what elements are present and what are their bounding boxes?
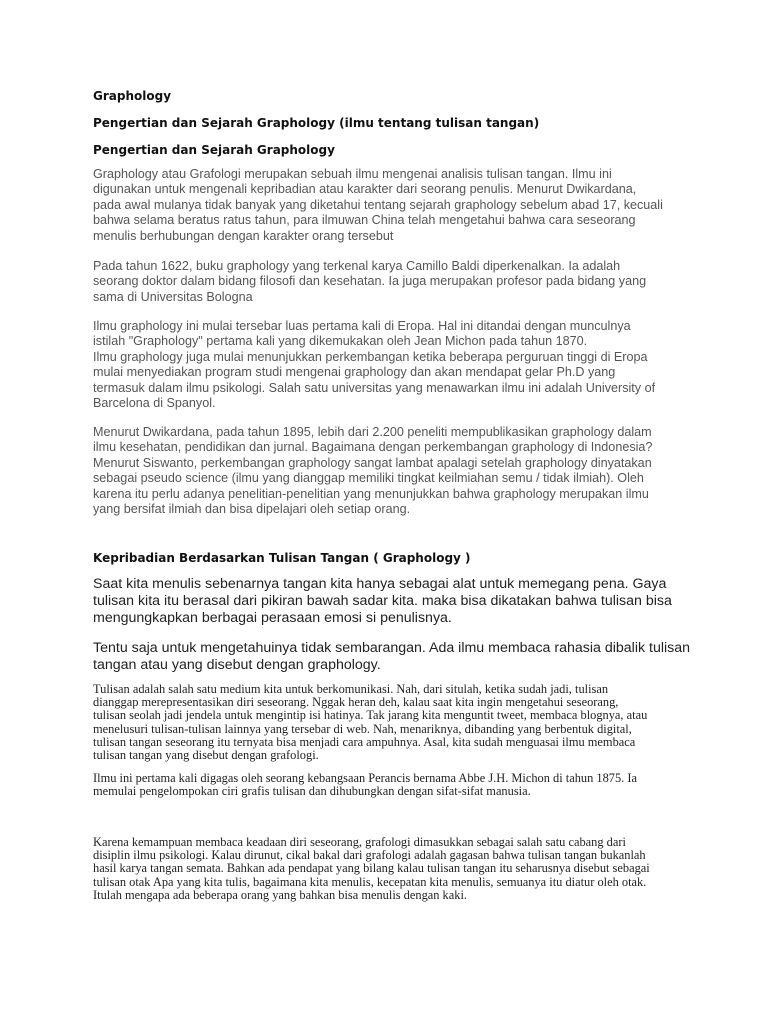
- text-line: Menurut Dwikardana, pada tahun 1895, lebih dari 2.200 peneliti mempublikasikan graphology dalam: [93, 425, 652, 439]
- text-line: Pada tahun 1622, buku graphology yang terkenal karya Camillo Baldi diperkenalkan. Ia adalah: [93, 259, 621, 273]
- text-line: Ilmu graphology juga mulai menunjukkan perkembangan ketika beberapa perguruan tinggi di Eropa: [93, 349, 648, 364]
- text-line: karena itu perlu adanya penelitian-penelitian yang menunjukkan bahwa graphology merupakan ilmu: [93, 486, 649, 501]
- text-line: Graphology atau Grafologi merupakan sebuah ilmu mengenai analisis tulisan tangan. Ilmu ini: [93, 167, 612, 181]
- heading-pengertian-sejarah-full: Pengertian dan Sejarah Graphology (ilmu tentang tulisan tangan): [93, 116, 540, 130]
- paragraph-michon: [93, 772, 673, 798]
- text-line: sama di Universitas Bologna: [93, 289, 253, 304]
- text-line: mulai menyediakan program studi mengenai graphology dan akan mendapat gelar Ph.D yang: [93, 365, 616, 380]
- text-line: seorang doktor dalam bidang filosofi dan kesehatan. Ia juga merupakan profesor pada bidang yang: [93, 274, 647, 289]
- text-line: memulai pengelompokan ciri grafis tulisan dan dihubungkan dengan sifat-sifat manusia.: [93, 784, 531, 799]
- text-line: Barcelona di Spanyol.: [93, 396, 216, 411]
- text-line: hasil karya tangan semata. Bahkan ada pendapat yang bilang kalau tulisan tangan itu seharusnya disebut sebagai: [93, 861, 650, 876]
- text-line: Tentu saja untuk mengetahuinya tidak sembarangan. Ada ilmu membaca rahasia dibalik tulisan: [93, 640, 691, 656]
- text-line: tulisan tangan seseorang itu ternyata bisa menjadi cara ampuhnya. Asal, kita sudah menguasai ilmu membaca: [93, 734, 636, 749]
- paragraph-tulisan-medium: [93, 683, 673, 762]
- text-line: istilah "Graphology" pertama kali yang dikemukakan oleh Jean Michon pada tahun 1870.: [93, 334, 588, 349]
- paragraph-indonesia: [93, 425, 673, 517]
- text-line: pada awal mulanya tidak banyak yang diketahui tentang sejarah graphology sebelum abad 17, kecuali: [93, 197, 663, 212]
- paragraph-camillo-baldi: [93, 259, 673, 305]
- text-line: tulisan tangan yang disebut dengan grafologi.: [93, 748, 319, 763]
- text-line: tulisan otak Apa yang kita tulis, bagaimana kita menulis, kecepatan kita menulis, semuanya itu diatur oleh otak.: [93, 874, 647, 889]
- heading-pengertian-sejarah: Pengertian dan Sejarah Graphology: [93, 143, 335, 157]
- text-line: Menurut Siswanto, perkembangan graphology sangat lambat apalagi setelah graphology dinyatakan: [93, 455, 652, 470]
- text-line: Ilmu ini pertama kali digagas oleh seorang kebangsaan Perancis bernama Abbe J.H. Michon di tahun 1875. Ia: [93, 771, 638, 785]
- text-line: sebagai pseudo science (ilmu yang dianggap memiliki tingkat keilmiahan semu / tidak ilmiah). Oleh: [93, 471, 644, 486]
- text-line: tangan atau yang disebut dengan graphology.: [93, 657, 381, 673]
- text-line: Tulisan adalah salah satu medium kita untuk berkomunikasi. Nah, dari situlah, ketika sudah jadi, tulisan: [93, 682, 609, 696]
- text-line: tulisan seolah jadi jendela untuk mengintip isi hatinya. Tak jarang kita menguntit tweet, membaca blognya, atau: [93, 708, 648, 723]
- text-line: Saat kita menulis sebenarnya tangan kita hanya sebagai alat untuk memegang pena. Gaya: [93, 576, 667, 592]
- text-line: ilmu kesehatan, pendidikan dan jurnal. Bagaimana dengan perkembangan graphology di Indonesia?: [93, 440, 653, 455]
- paragraph-definition: [93, 167, 673, 244]
- text-line: disiplin ilmu psikologi. Kalau dirunut, cikal bakal dari grafologi adalah gagasan bahwa tulisan tangan bukanlah: [93, 848, 646, 863]
- paragraph-mengetahui: [93, 640, 691, 674]
- paragraph-psikologi: [93, 836, 673, 902]
- text-line: tulisan kita itu berasal dari pikiran bawah sadar kita. maka bisa dikatakan bahwa tulisan bisa: [93, 593, 672, 609]
- text-line: Itulah mengapa ada beberapa orang yang bahkan bisa menulis dengan kaki.: [93, 887, 467, 902]
- paragraph-eropa: [93, 319, 673, 411]
- paragraph-menulis: [93, 576, 673, 627]
- text-line: mengungkapkan berbagai perasaan emosi si penulisnya.: [93, 610, 452, 626]
- heading-kepribadian: Kepribadian Berdasarkan Tulisan Tangan ( Graphology ): [93, 551, 471, 565]
- text-line: termasuk dalam ilmu psikologi. Salah satu universitas yang menawarkan ilmu ini adalah University of: [93, 380, 656, 395]
- text-line: Karena kemampuan membaca keadaan diri seseorang, grafologi dimasukkan sebagai salah satu cabang dari: [93, 835, 626, 849]
- document-title: Graphology: [93, 89, 172, 103]
- text-line: menelusuri tulisan-tulisan lainnya yang tersebar di web. Nah, menariknya, dibanding yang berbentuk digital,: [93, 721, 632, 736]
- text-line: dianggap merepresentasikan diri seseorang. Nggak heran deh, kalau saat kita ingin mengetahui seseorang,: [93, 695, 619, 710]
- text-line: bahwa selama beratus ratus tahun, para ilmuwan China telah mengetahui bahwa cara seseorang: [93, 213, 636, 228]
- text-line: menulis berhubungan dengan karakter orang tersebut: [93, 228, 394, 243]
- text-line: digunakan untuk mengenali kepribadian atau karakter dari seorang penulis. Menurut Dwikardana,: [93, 182, 637, 197]
- text-line: yang bersifat ilmiah dan bisa dipelajari oleh setiap orang.: [93, 502, 411, 517]
- text-line: Ilmu graphology ini mulai tersebar luas pertama kali di Eropa. Hal ini ditandai dengan munculnya: [93, 319, 631, 333]
